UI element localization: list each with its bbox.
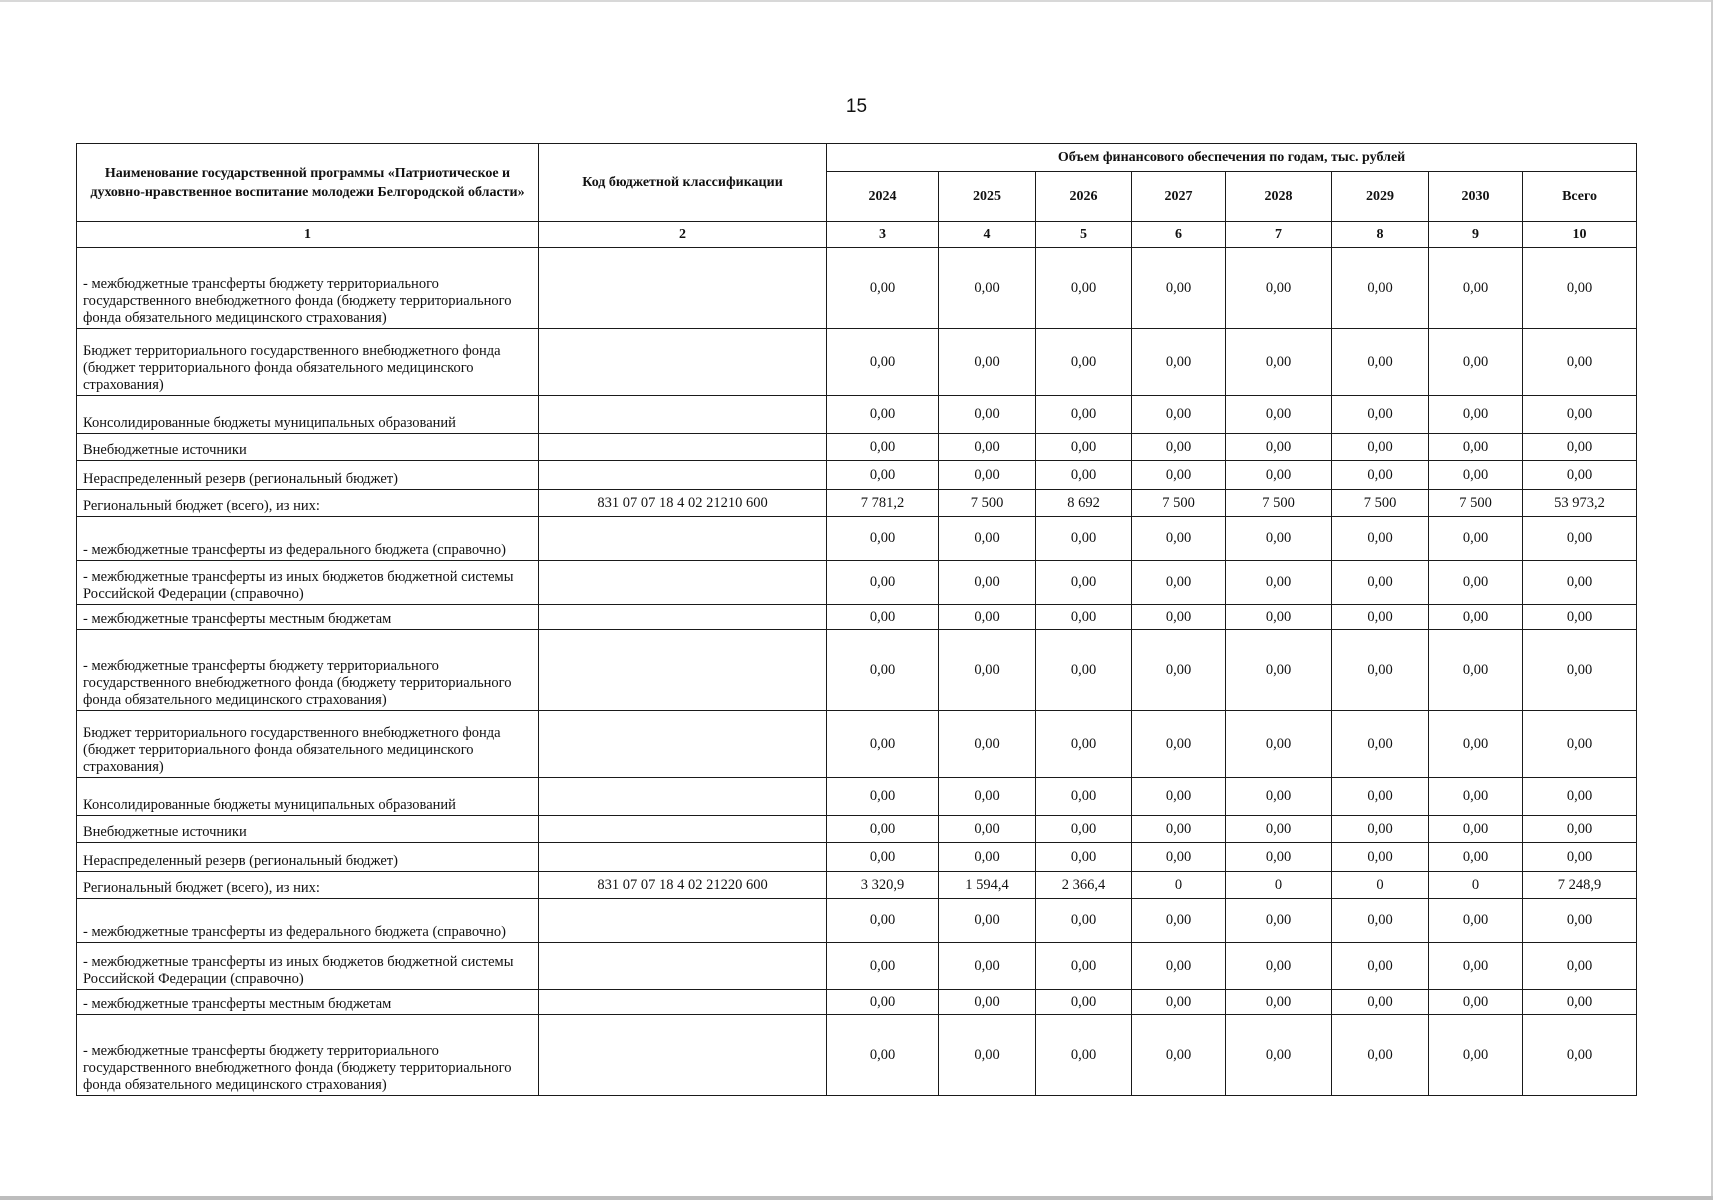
row-year-value: 0,00 [1226,843,1332,872]
header-year: 2029 [1332,172,1429,222]
table-row [77,816,1637,843]
table-row [77,711,1637,778]
row-year-value: 0,00 [1132,990,1226,1015]
row-year-value: 0,00 [1429,778,1523,816]
row-year-value: 0,00 [1132,630,1226,711]
table-header [77,144,1637,248]
page-number: 15 [845,96,868,117]
header-row-1 [77,144,1637,172]
row-year-value: 0,00 [1132,461,1226,490]
row-year-value: 0,00 [1226,943,1332,990]
column-number: 9 [1429,222,1523,248]
row-budget-code: 831 07 07 18 4 02 21220 600 [539,872,827,899]
table-row [77,517,1637,561]
row-year-value: 0,00 [827,434,939,461]
column-number: 6 [1132,222,1226,248]
column-number: 8 [1332,222,1429,248]
row-budget-code [539,434,827,461]
row-budget-code [539,517,827,561]
column-number-row [77,222,1637,248]
row-total-value: 0,00 [1523,329,1637,396]
row-year-value: 0,00 [827,816,939,843]
row-year-value: 0,00 [939,605,1036,630]
financing-table [76,143,1637,1096]
row-budget-code [539,1015,827,1096]
row-budget-code [539,630,827,711]
row-year-value: 0,00 [1332,778,1429,816]
row-year-value: 0,00 [939,396,1036,434]
row-name: Региональный бюджет (всего), из них: [77,872,539,899]
row-name: Внебюджетные источники [77,434,539,461]
row-name: - межбюджетные трансферты из иных бюджетов бюджетной системы Российской Федерации (справочно) [77,943,539,990]
row-year-value: 0,00 [827,899,939,943]
row-year-value: 0,00 [1036,461,1132,490]
table-row [77,329,1637,396]
table-row [77,396,1637,434]
row-total-value: 0,00 [1523,248,1637,329]
row-budget-code [539,461,827,490]
row-name: - межбюджетные трансферты бюджету территориального государственного внебюджетного фонда (бюджету территориального фонда обязательного медицинского страхования) [77,630,539,711]
row-year-value: 0,00 [1226,1015,1332,1096]
table-row [77,461,1637,490]
row-name: Консолидированные бюджеты муниципальных образований [77,396,539,434]
row-total-value: 0,00 [1523,899,1637,943]
header-year: 2028 [1226,172,1332,222]
table-body [77,248,1637,1096]
row-budget-code [539,816,827,843]
row-year-value: 3 320,9 [827,872,939,899]
header-volume: Объем финансового обеспечения по годам, тыс. рублей [827,144,1637,172]
table-row [77,990,1637,1015]
row-year-value: 0,00 [1429,899,1523,943]
row-year-value: 0,00 [1332,434,1429,461]
row-year-value: 0,00 [827,517,939,561]
row-budget-code [539,605,827,630]
row-year-value: 0,00 [1429,1015,1523,1096]
row-year-value: 0,00 [1132,396,1226,434]
row-total-value: 0,00 [1523,843,1637,872]
row-year-value: 0,00 [939,329,1036,396]
row-year-value: 0,00 [1036,816,1132,843]
row-year-value: 0,00 [1226,434,1332,461]
row-year-value: 0,00 [939,943,1036,990]
row-year-value: 0,00 [1226,248,1332,329]
row-year-value: 0,00 [827,630,939,711]
row-year-value: 0,00 [1132,899,1226,943]
row-year-value: 0,00 [1036,329,1132,396]
row-year-value: 0,00 [939,248,1036,329]
row-budget-code [539,843,827,872]
row-year-value: 0,00 [1226,517,1332,561]
row-year-value: 0,00 [1036,605,1132,630]
row-year-value: 0,00 [1332,711,1429,778]
row-year-value: 0,00 [939,434,1036,461]
row-year-value: 0,00 [1132,605,1226,630]
header-program-name: Наименование государственной программы «Патриотическое и духовно-нравственное воспитание молодежи Белгородской области» [77,144,539,222]
row-year-value: 0,00 [1132,434,1226,461]
row-total-value: 0,00 [1523,816,1637,843]
row-total-value: 0,00 [1523,990,1637,1015]
row-year-value: 0,00 [1429,711,1523,778]
row-name: - межбюджетные трансферты местным бюджетам [77,605,539,630]
table-row [77,872,1637,899]
row-year-value: 0,00 [1332,605,1429,630]
row-year-value: 1 594,4 [939,872,1036,899]
row-year-value: 0,00 [1132,561,1226,605]
row-year-value: 0,00 [827,711,939,778]
row-year-value: 0,00 [1036,990,1132,1015]
row-year-value: 0,00 [1036,899,1132,943]
row-total-value: 0,00 [1523,461,1637,490]
row-year-value: 0,00 [827,396,939,434]
row-year-value: 0,00 [1226,711,1332,778]
row-total-value: 0,00 [1523,605,1637,630]
row-year-value: 0,00 [939,1015,1036,1096]
row-year-value: 7 500 [1332,490,1429,517]
row-year-value: 0,00 [1429,561,1523,605]
row-year-value: 0,00 [1132,248,1226,329]
row-budget-code [539,561,827,605]
row-year-value: 0,00 [827,1015,939,1096]
row-year-value: 0,00 [1429,630,1523,711]
row-year-value: 0 [1132,872,1226,899]
row-name: Консолидированные бюджеты муниципальных образований [77,778,539,816]
row-year-value: 0 [1226,872,1332,899]
row-budget-code [539,711,827,778]
row-total-value: 0,00 [1523,396,1637,434]
row-year-value: 0,00 [1226,561,1332,605]
row-year-value: 0,00 [1332,816,1429,843]
row-year-value: 0,00 [1036,843,1132,872]
row-year-value: 0,00 [1332,630,1429,711]
row-year-value: 0,00 [939,990,1036,1015]
row-year-value: 0,00 [1132,843,1226,872]
row-year-value: 0,00 [939,461,1036,490]
row-year-value: 0,00 [1132,711,1226,778]
row-year-value: 0,00 [1332,396,1429,434]
row-year-value: 0,00 [1429,943,1523,990]
table-row [77,248,1637,329]
row-budget-code [539,899,827,943]
row-total-value: 0,00 [1523,434,1637,461]
row-total-value: 0,00 [1523,711,1637,778]
row-year-value: 0 [1332,872,1429,899]
row-year-value: 0,00 [1036,630,1132,711]
row-year-value: 0,00 [939,630,1036,711]
row-budget-code [539,778,827,816]
row-name: Нераспределенный резерв (региональный бюджет) [77,843,539,872]
row-total-value: 0,00 [1523,561,1637,605]
row-year-value: 0,00 [1132,329,1226,396]
row-name: Региональный бюджет (всего), из них: [77,490,539,517]
row-name: Бюджет территориального государственного внебюджетного фонда (бюджет территориального фонда обязательного медицинского страхования) [77,711,539,778]
row-year-value: 0,00 [1429,517,1523,561]
column-number: 10 [1523,222,1637,248]
table-row [77,778,1637,816]
row-total-value: 0,00 [1523,943,1637,990]
row-year-value: 0,00 [1226,990,1332,1015]
row-year-value: 0,00 [1429,461,1523,490]
row-year-value: 0,00 [827,843,939,872]
table-row [77,490,1637,517]
header-year: 2024 [827,172,939,222]
row-year-value: 0,00 [1429,396,1523,434]
row-year-value: 0,00 [1226,816,1332,843]
row-budget-code: 831 07 07 18 4 02 21210 600 [539,490,827,517]
row-year-value: 0,00 [1429,843,1523,872]
header-year: 2030 [1429,172,1523,222]
row-year-value: 0,00 [1226,461,1332,490]
row-year-value: 0,00 [1036,711,1132,778]
row-year-value: 7 500 [1132,490,1226,517]
row-year-value: 0,00 [1332,329,1429,396]
row-budget-code [539,990,827,1015]
row-year-value: 0,00 [1332,843,1429,872]
row-year-value: 0,00 [1036,517,1132,561]
header-total: Всего [1523,172,1637,222]
row-year-value: 7 500 [1429,490,1523,517]
row-year-value: 0,00 [1226,630,1332,711]
column-number: 1 [77,222,539,248]
row-total-value: 0,00 [1523,630,1637,711]
row-budget-code [539,396,827,434]
row-year-value: 0,00 [1429,329,1523,396]
row-year-value: 0,00 [1332,943,1429,990]
row-year-value: 0,00 [1036,1015,1132,1096]
row-budget-code [539,248,827,329]
row-total-value: 7 248,9 [1523,872,1637,899]
row-year-value: 0,00 [1332,248,1429,329]
row-year-value: 0,00 [939,561,1036,605]
row-year-value: 0,00 [1226,605,1332,630]
row-year-value: 0,00 [827,461,939,490]
row-year-value: 0,00 [1036,943,1132,990]
row-year-value: 0,00 [827,329,939,396]
row-year-value: 0,00 [1332,990,1429,1015]
header-year: 2027 [1132,172,1226,222]
row-name: - межбюджетные трансферты из федерального бюджета (справочно) [77,517,539,561]
column-number: 5 [1036,222,1132,248]
row-year-value: 0,00 [827,778,939,816]
row-year-value: 0,00 [1429,990,1523,1015]
row-year-value: 0,00 [1332,461,1429,490]
row-year-value: 0,00 [1226,778,1332,816]
row-year-value: 0,00 [939,517,1036,561]
row-name: Нераспределенный резерв (региональный бюджет) [77,461,539,490]
row-budget-code [539,943,827,990]
row-name: - межбюджетные трансферты из иных бюджетов бюджетной системы Российской Федерации (справочно) [77,561,539,605]
row-total-value: 0,00 [1523,517,1637,561]
row-budget-code [539,329,827,396]
row-year-value: 0,00 [1226,899,1332,943]
row-year-value: 0,00 [1332,1015,1429,1096]
column-number: 7 [1226,222,1332,248]
header-year: 2025 [939,172,1036,222]
row-year-value: 0,00 [1429,605,1523,630]
row-year-value: 0 [1429,872,1523,899]
row-name: Бюджет территориального государственного внебюджетного фонда (бюджет территориального фонда обязательного медицинского страхования) [77,329,539,396]
row-year-value: 0,00 [1429,434,1523,461]
row-year-value: 8 692 [1036,490,1132,517]
row-year-value: 0,00 [1132,778,1226,816]
row-year-value: 0,00 [827,943,939,990]
row-year-value: 0,00 [939,711,1036,778]
row-year-value: 0,00 [1332,517,1429,561]
row-year-value: 0,00 [1036,248,1132,329]
row-year-value: 0,00 [939,778,1036,816]
scan-edge-top [0,0,1713,2]
row-year-value: 0,00 [939,843,1036,872]
row-year-value: 0,00 [1132,517,1226,561]
row-year-value: 0,00 [1036,434,1132,461]
row-year-value: 0,00 [939,899,1036,943]
table-row [77,943,1637,990]
column-number: 3 [827,222,939,248]
row-year-value: 0,00 [1429,816,1523,843]
table-row [77,561,1637,605]
column-number: 4 [939,222,1036,248]
row-year-value: 0,00 [1036,561,1132,605]
table-row [77,605,1637,630]
row-year-value: 0,00 [827,248,939,329]
row-year-value: 0,00 [939,816,1036,843]
scan-edge-bottom [0,1196,1713,1200]
row-year-value: 7 781,2 [827,490,939,517]
row-year-value: 0,00 [827,990,939,1015]
row-year-value: 0,00 [1332,899,1429,943]
table-row [77,630,1637,711]
row-year-value: 0,00 [1332,561,1429,605]
header-budget-code: Код бюджетной классификации [539,144,827,222]
table-row [77,434,1637,461]
row-year-value: 0,00 [1036,778,1132,816]
table-row [77,1015,1637,1096]
row-year-value: 0,00 [1132,816,1226,843]
row-name: - межбюджетные трансферты бюджету территориального государственного внебюджетного фонда (бюджету территориального фонда обязательного медицинского страхования) [77,248,539,329]
row-year-value: 7 500 [1226,490,1332,517]
column-number: 2 [539,222,827,248]
row-name: - межбюджетные трансферты местным бюджетам [77,990,539,1015]
table-row [77,843,1637,872]
row-year-value: 0,00 [1036,396,1132,434]
row-name: Внебюджетные источники [77,816,539,843]
row-total-value: 0,00 [1523,778,1637,816]
row-year-value: 2 366,4 [1036,872,1132,899]
row-year-value: 0,00 [1132,1015,1226,1096]
row-year-value: 0,00 [1226,396,1332,434]
row-year-value: 0,00 [1226,329,1332,396]
row-year-value: 0,00 [1132,943,1226,990]
row-total-value: 53 973,2 [1523,490,1637,517]
table-row [77,899,1637,943]
row-name: - межбюджетные трансферты бюджету территориального государственного внебюджетного фонда (бюджету территориального фонда обязательного медицинского страхования) [77,1015,539,1096]
row-year-value: 0,00 [1429,248,1523,329]
row-total-value: 0,00 [1523,1015,1637,1096]
row-name: - межбюджетные трансферты из федерального бюджета (справочно) [77,899,539,943]
header-year: 2026 [1036,172,1132,222]
row-year-value: 0,00 [827,605,939,630]
row-year-value: 0,00 [827,561,939,605]
row-year-value: 7 500 [939,490,1036,517]
